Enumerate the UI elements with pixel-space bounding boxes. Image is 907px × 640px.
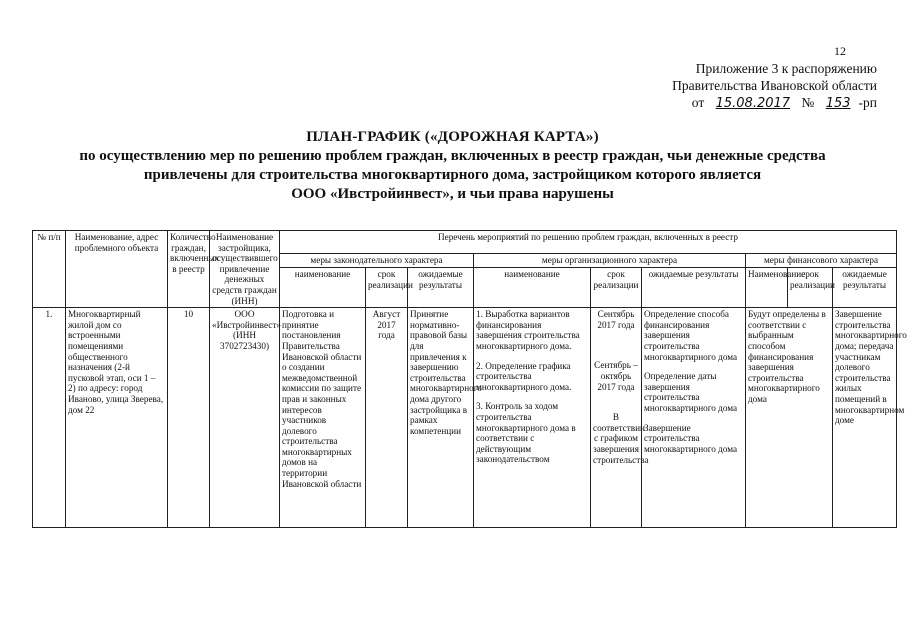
header-measures: Перечень мероприятий по решению проблем граждан, включенных в реестр (280, 231, 897, 254)
roadmap-table (32, 230, 907, 528)
title-line-1: ПЛАН-ГРАФИК («ДОРОЖНАЯ КАРТА») (306, 129, 599, 145)
document-number: 153 (825, 96, 851, 111)
row-leg-expected: Принятие нормативно-правовой базы для привлечения к завершению строительства многоквартирного дома другого застройщика в рамках компетенции (408, 308, 474, 528)
header-org-name: наименование (474, 268, 591, 308)
row-org-deadline (591, 308, 649, 528)
title-line-3: привлечены для строительства многоквартирного дома, застройщиком которого является (143, 167, 762, 183)
header-row-1 (33, 231, 897, 254)
org-deadline-1: Сентябрь 2017 года (597, 309, 635, 330)
header-leg-deadline: срок реализации (366, 268, 408, 308)
org-item-1: 1. Выработка вариантов финансирования завершения строительства многоквартирного дома. (476, 309, 580, 351)
row-count: 10 (168, 308, 210, 528)
row-fin-expected: Завершение строительства многоквартирного дома; передача участникам долевого строительства жилых помещений в многоквартирном доме (833, 308, 897, 528)
header-num: № п/п (33, 231, 66, 308)
row-developer: ООО «Ивстройинвест» (ИНН 3702723430) (210, 308, 280, 528)
row-org-name (474, 308, 591, 528)
page-number: 12 (834, 44, 846, 58)
row-num: 1. (33, 308, 66, 528)
header-fin-expected: ожидаемые результаты (833, 268, 897, 308)
title-line-2: по осуществлению мер по решению проблем граждан, включенных в реестр граждан, чьи денежные средства (79, 148, 826, 164)
header-developer: Наименование застройщика, осуществившего привлечение денежных средств граждан (ИНН) (210, 231, 280, 308)
table-row (33, 308, 897, 528)
header-fin-deadline: срок реализации (788, 268, 833, 308)
header-organizational: меры организационного характера (474, 254, 746, 268)
header-leg-expected: ожидаемые результаты (408, 268, 474, 308)
header-fin-name: Наименование (746, 268, 788, 308)
header-org-deadline: срок реализации (591, 268, 642, 308)
appendix-date-line (672, 94, 877, 112)
org-item-3: 3. Контроль за ходом строительства многоквартирного дома в соответствии с действующим законодательством (476, 401, 576, 465)
row-leg-name: Подготовка и принятие постановления Правительства Ивановской области о создании межведомственной комиссии по защите прав и законных интересов участников долевого строительства многоквартирных домов на территории Ивановской области (280, 308, 366, 528)
appendix-line-2: Правительства Ивановской области (672, 78, 877, 93)
document-title (0, 128, 905, 204)
org-deadline-2: Сентябрь – октябрь 2017 года (594, 360, 638, 392)
number-suffix: -рп (858, 95, 877, 110)
title-line-4: ООО «Ивстройинвест», и чьи права нарушены (291, 186, 614, 202)
header-financial: меры финансового характера (746, 254, 897, 268)
row-fin-name: Будут определены в соответствии с выбранным способом финансирования завершения строительства многоквартирного дома (746, 308, 833, 528)
header-leg-name: наименование (280, 268, 366, 308)
header-count: Количество граждан, включенных в реестр (168, 231, 210, 308)
appendix-block (672, 60, 877, 112)
from-label: от (691, 95, 705, 110)
org-deadline-3: В соответствии с графиком завершения строительства (593, 412, 649, 465)
org-expected-1: Определение способа финансирования завершения строительства многоквартирного дома (644, 309, 738, 362)
row-object: Многоквартирный жилой дом со встроенными помещениями общественного назначения (2-й пусковой этап, оси 1 – 2) по адресу: город Иваново, улица Зверева, дом 22 (66, 308, 168, 528)
appendix-line-1: Приложение 3 к распоряжению (695, 61, 877, 76)
row-org-expected (642, 308, 746, 528)
org-item-2: 2. Определение графика строительства многоквартирного дома. (476, 360, 572, 392)
header-org-expected: ожидаемые результаты (642, 268, 746, 308)
number-label: № (801, 95, 815, 110)
org-expected-2: Определение даты завершения строительства многоквартирного дома (644, 371, 738, 413)
row-leg-deadline: Август 2017 года (366, 308, 408, 528)
header-object: Наименование, адрес проблемного объекта (66, 231, 168, 308)
document-date: 15.08.2017 (715, 96, 791, 111)
org-expected-3: Завершение строительства многоквартирного дома (644, 422, 738, 454)
header-legislative: меры законодательного характера (280, 254, 474, 268)
